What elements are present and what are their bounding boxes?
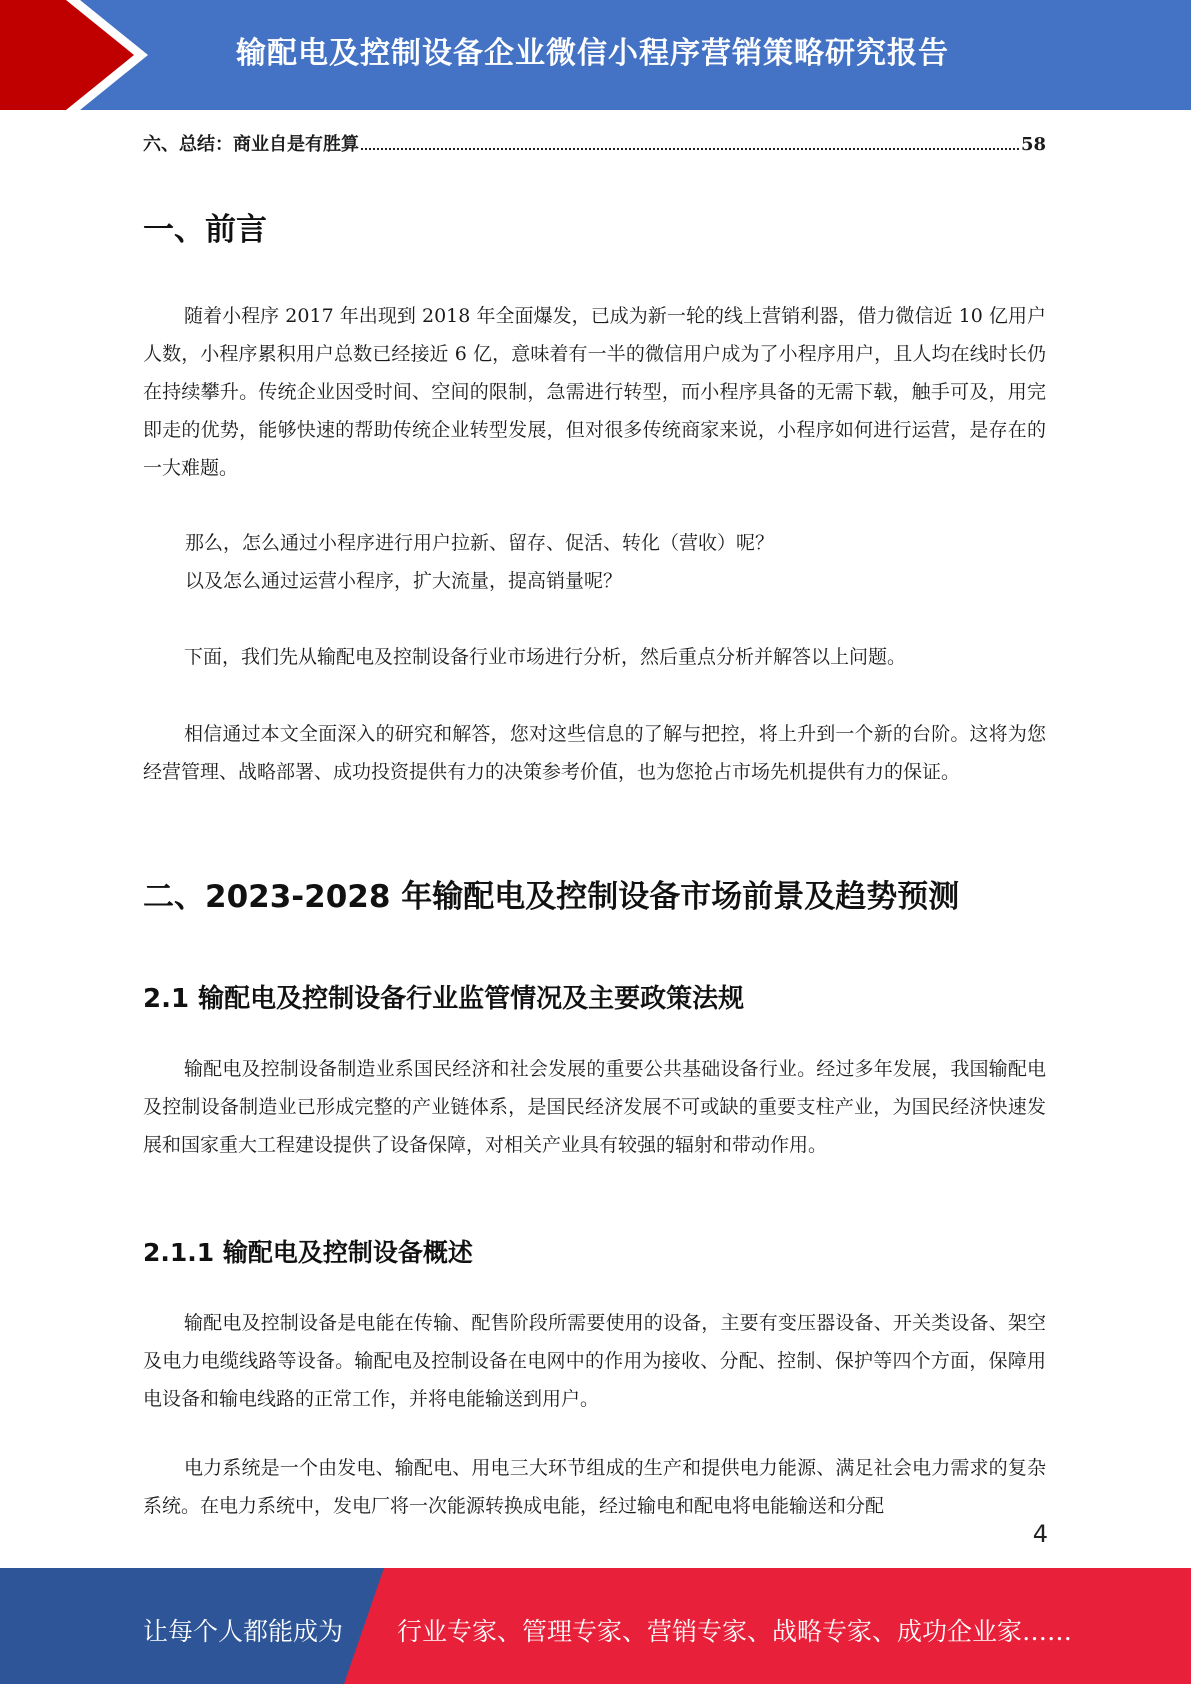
preface-paragraph-3: 相信通过本文全面深入的研究和解答，您对这些信息的了解与把控，将上升到一个新的台阶。这将为您经营管理、战略部署、成功投资提供有力的决策参考价值，也为您抢占市场先机提供有力的保证。 [143,723,1046,783]
footer-slogan-right: 行业专家、管理专家、营销专家、战略专家、成功企业家…… [397,1617,1073,1646]
preface-question-1: 那么，怎么通过小程序进行用户拉新、留存、促活、转化（营收）呢？ [185,532,775,554]
subsection-2-1-1-paragraph-2: 电力系统是一个由发电、输配电、用电三大环节组成的生产和提供电力能源、满足社会电力需求的复杂系统。在电力系统中，发电厂将一次能源转换成电能，经过输电和配电将电能输送和分配 [143,1457,1046,1517]
toc-entry[interactable] [143,130,1046,156]
toc-entry-page: 58 [1020,134,1046,155]
subsection-2-1-1-paragraph-1: 输配电及控制设备是电能在传输、配售阶段所需要使用的设备，主要有变压器设备、开关类设备、架空及电力电缆线路等设备。输配电及控制设备在电网中的作用为接收、分配、控制、保护等四个方面，保障用电设备和输电线路的正常工作，并将电能输送到用户。 [143,1312,1046,1410]
page-number: 4 [1032,1520,1048,1548]
toc-leader-dots [361,147,1019,150]
preface-paragraph-2: 下面，我们先从输配电及控制设备行业市场进行分析，然后重点分析并解答以上问题。 [184,646,907,668]
subsection-heading-2-1: 2.1 输配电及控制设备行业监管情况及主要政策法规 [143,984,745,1014]
subsection-2-1-paragraph: 输配电及控制设备制造业系国民经济和社会发展的重要公共基础设备行业。经过多年发展，我国输配电及控制设备制造业已形成完整的产业链体系，是国民经济发展不可或缺的重要支柱产业，为国民经济快速发展和国家重大工程建设提供了设备保障，对相关产业具有较强的辐射和带动作用。 [143,1058,1046,1156]
section-heading-forecast: 二、2023-2028 年输配电及控制设备市场前景及趋势预测 [143,879,960,915]
preface-paragraph-1: 随着小程序 2017 年出现到 2018 年全面爆发，已成为新一轮的线上营销利器，借力微信近 10 亿用户人数，小程序累积用户总数已经接近 6 亿，意味着有一半的微信用户成为了小程序用户，且人均在线时长仍在持续攀升。传统企业因受时间、空间的限制，急需进行转型，而小程序具备的无需下载，触手可及，用完即走的优势，能够快速的帮助传统企业转型发展，但对很多传统商家来说，小程序如何进行运营，是存在的一大难题。 [143,305,1046,479]
page-header [0,0,1191,110]
report-title: 输配电及控制设备企业微信小程序营销策略研究报告 [236,36,949,71]
footer-slogan-left: 让每个人都能成为 [143,1617,344,1646]
toc-entry-label: 六、总结：商业自是有胜算 [143,134,359,155]
subsection-heading-2-1-1: 2.1.1 输配电及控制设备概述 [143,1238,473,1267]
page-footer [0,1568,1191,1684]
preface-question-2: 以及怎么通过运营小程序，扩大流量，提高销量呢？ [185,570,623,592]
section-heading-preface: 一、前言 [143,212,267,248]
